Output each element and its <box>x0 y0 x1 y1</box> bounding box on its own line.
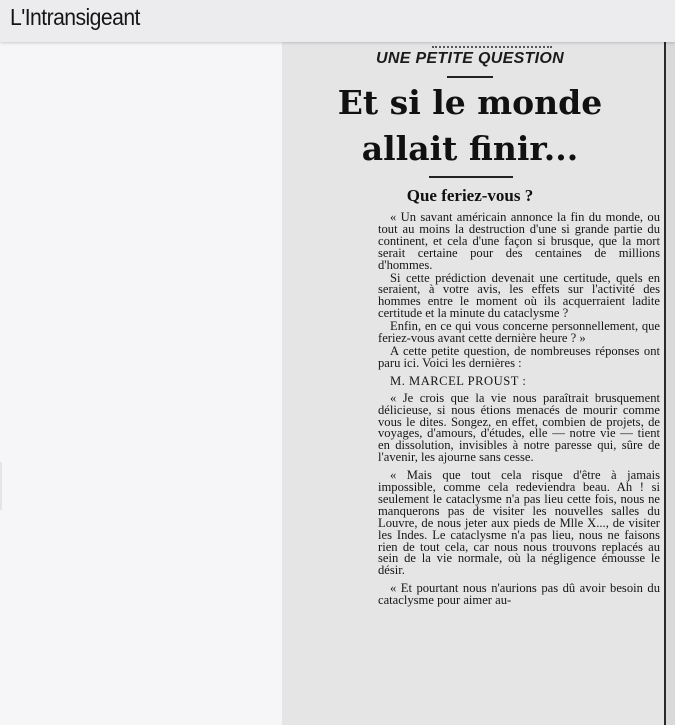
scan-margin <box>666 42 675 725</box>
paragraph-prediction: Si cette prédiction devenait une certitude, quels en seraient, à votre avis, les effets sur l'activité des hommes entre le moment où ils acquerraient ladite certitude et la minute du cataclysme ? <box>378 270 660 321</box>
paragraph-proust-3: « Et pourtant nous n'aurions pas dû avoir besoin du cataclysme pour aimer au- <box>378 581 660 608</box>
paragraph-question: « Un savant américain annonce la fin du monde, ou tout au moins la destruction d'une si grande partie du continent, et cela d'une façon si brusque, que la mort serait certaine pour des centaines de millions d'hommes. <box>378 210 660 272</box>
paragraph-personal: Enfin, en ce qui vous concerne personnellement, que feriez-vous avant cette dernière heure ? » <box>378 319 660 346</box>
column-rule <box>664 42 666 725</box>
headline-line-2: allait finir... <box>361 129 579 168</box>
speaker-name: M. MARCEL PROUST : <box>390 373 527 388</box>
headline-rule <box>429 176 513 178</box>
kicker-rule <box>447 76 493 78</box>
newspaper-scan <box>282 42 675 725</box>
app-header <box>0 0 675 42</box>
panel-resize-handle[interactable] <box>0 462 2 510</box>
paragraph-proust-2: « Mais que tout cela risque d'être à jamais impossible, comme cela redeviendra beau. Ah ! si seulement le cataclysme n'a pas lieu cette fois, nous ne manquerons pas de visiter les nouvelles salles du Louvre, de nous jeter aux pieds de Mlle X..., de visiter les Indes. Le cataclysme n'a pas lieu, nous ne faisons rien de tout cela, car nous nous trouvons replacés au sein de la vie normale, où la négligence émousse le désir. <box>378 468 660 578</box>
headline-line-1: Et si le monde <box>337 83 603 122</box>
scan-top-rule <box>432 42 552 48</box>
paragraph-proust-1: « Je crois que la vie nous paraîtrait brusquement délicieuse, si nous étions menacés de mourir comme vous le dites. Songez, en effet, combien de projets, de voyages, d'amours, d'études, elle — notre vie — tient en dissolution, invisibles à notre paresse qui, sûre de l'avenir, les ajourne sans cesse. <box>378 390 660 465</box>
article-body <box>378 212 660 608</box>
article-subhead: Que feriez-vous ? <box>406 186 534 205</box>
sidebar-panel <box>0 42 282 725</box>
paragraph-responses: A cette petite question, de nombreuses réponses ont paru ici. Voici les dernières : <box>378 343 660 370</box>
app-title: L'Intransigeant <box>10 4 140 30</box>
article-headline <box>282 80 658 172</box>
article-kicker: UNE PETITE QUESTION <box>376 50 564 67</box>
